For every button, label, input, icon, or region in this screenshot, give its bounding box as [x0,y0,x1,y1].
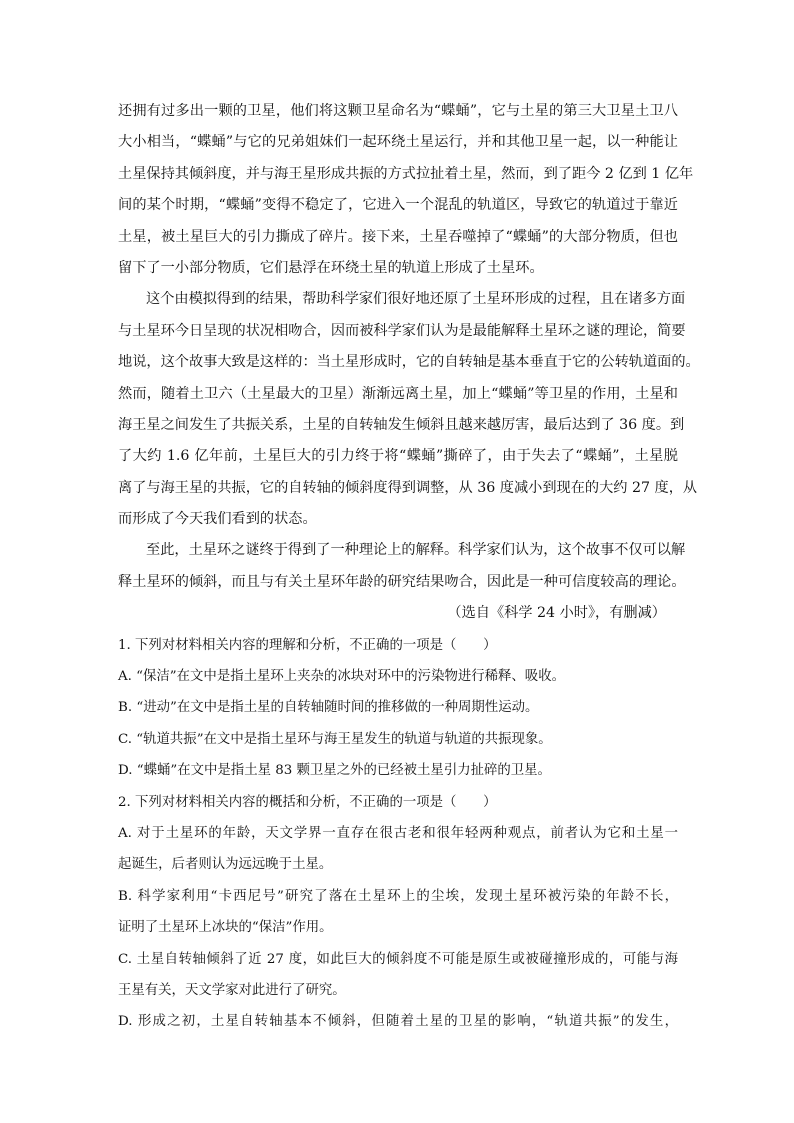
text-line: 地说，这个故事大致是这样的：当土星形成时，它的自转轴是基本垂直于它的公转轨道面的。 [118,354,700,371]
option-d: D. 形成之初，土星自转轴基本不倾斜，但随着土星的卫星的影响，“轨道共振”的发生， [118,1014,678,1030]
question-stem: 1. 下列对材料相关内容的理解和分析，不正确的一项是（ ） [118,637,497,653]
paragraph-1 [118,96,694,284]
text-line: 这个由模拟得到的结果，帮助科学家们很好地还原了土星环形成的过程，且在诸多方面 [146,291,686,308]
question-1 [118,630,678,787]
document-page [118,96,700,1038]
option-b: B. 科学家利用“卡西尼号”研究了落在土星环上的尘埃，发现土星环被污染的年龄不长， [118,888,678,904]
paragraph-2 [118,284,700,535]
option-d: D. “蝶蛹”在文中是指土星 83 颗卫星之外的已经被土星引力扯碎的卫星。 [118,763,551,779]
text-line: 与土星环今日呈现的状况相吻合，因而被科学家们认为是最能解释土星环之谜的理论，简要 [118,322,686,339]
option-b: B. “进动”在文中是指土星的自转轴随时间的推移做的一种周期性运动。 [118,700,539,716]
paragraph-3 [118,535,686,598]
text-line: 至此，土星环之谜终于得到了一种理论上的解释。科学家们认为，这个故事不仅可以解 [146,542,686,559]
option-a: A. 对于土星环的年龄，天文学界一直存在很古老和很年轻两种观点，前者认为它和土星一 [118,825,678,841]
text-line: 间的某个时期，“蝶蛹”变得不稳定了，它进入一个混乱的轨道区，导致它的轨道过于靠近 [118,197,678,214]
text-line: 释土星环的倾斜，而且与有关土星环年龄的研究结果吻合，因此是一种可信度较高的理论。 [118,573,686,590]
text-line: 而形成了今天我们看到的状态。 [118,511,317,528]
question-2 [118,787,678,1038]
text-line: 还拥有过多出一颗的卫星，他们将这颗卫星命名为“蝶蛹”，它与土星的第三大卫星土卫八 [118,103,678,119]
text-line: 离了与海王星的共振，它的自转轴的倾斜度得到调整，从 36 度减小到现在的大约 27 度，从 [118,479,698,496]
option-a: A. “保洁”在文中是指土星环上夹杂的冰块对环中的污染物进行稀释、吸收。 [118,669,565,685]
source-citation: （选自《科学 24 小时》，有删减） [447,605,666,622]
question-stem: 2. 下列对材料相关内容的概括和分析，不正确的一项是（ ） [118,794,497,810]
text-line: 然而，随着土卫六（土星最大的卫星）渐渐远离土星，加上“蝶蛹”等卫星的作用，土星和 [118,385,678,402]
text-line: 大小相当，“蝶蛹”与它的兄弟姐妹们一起环绕土星运行，并和其他卫星一起，以一种能让 [118,134,678,151]
text-line: 了大约 1.6 亿年前，土星巨大的引力终于将“蝶蛹”撕碎了，由于失去了“蝶蛹”，土星脱 [118,448,678,465]
text-line: 土星保持其倾斜度，并与海王星形成共振的方式拉扯着土星，然而，到了距今 2 亿到 1 亿年 [118,165,694,182]
option-c-cont: 王星有关，天文学家对此进行了研究。 [118,982,346,998]
text-line: 土星，被土星巨大的引力撕成了碎片。接下来，土星吞噬掉了“蝶蛹”的大部分物质，但也 [118,228,678,245]
option-c: C. “轨道共振”在文中是指土星环与海王星发生的轨道与轨道的共振现象。 [118,731,552,747]
option-b-cont: 证明了土星环上冰块的“保洁”作用。 [118,920,333,936]
text-line: 海王星之间发生了共振关系，土星的自转轴发生倾斜且越来越厉害，最后达到了 36 度。到 [118,416,685,433]
option-a-cont: 起诞生，后者则认为远远晚于土星。 [118,857,333,873]
option-c: C. 土星自转轴倾斜了近 27 度，如此巨大的倾斜度不可能是原生或被碰撞形成的，可能与海 [118,951,678,967]
text-line: 留下了一小部分物质，它们悬浮在环绕土星的轨道上形成了土星环。 [118,259,544,276]
